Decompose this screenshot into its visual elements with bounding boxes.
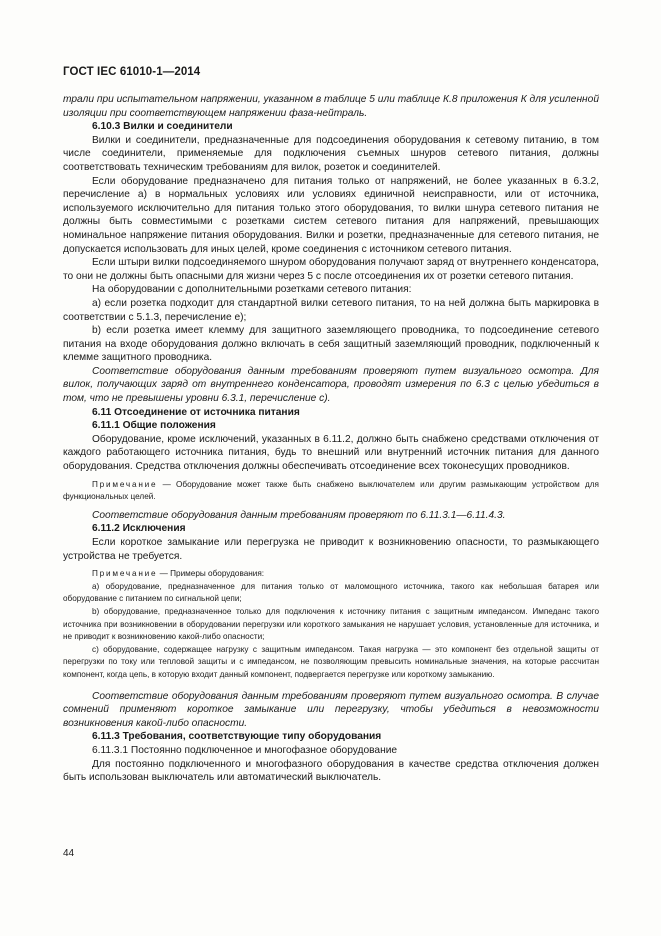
compliance-paragraph: Соответствие оборудования данным требованиям проверяют по 6.11.3.1—6.11.4.3. (92, 509, 506, 521)
section-heading: 6.10.3 Вилки и соединители (92, 121, 233, 133)
section-heading: 6.11 Отсоединение от источника питания (92, 406, 300, 418)
section-heading: 6.11.3 Требования, соответствующие типу оборудования (92, 731, 382, 743)
paragraph: Вилки и соединители, предназначенные для подсоединения оборудования к сетевому питанию, в том числе соединители, применяемые для подключения съемных шнуров сетевого питания, должны соответствовать техническим требованиям для вилок, розеток и соединителей. (63, 134, 599, 173)
document-header: ГОСТ IEC 61010-1—2014 (63, 66, 201, 78)
note (63, 568, 599, 581)
document-body (63, 93, 599, 785)
note-text: — Оборудование может также быть снабжено выключателем или другим размыкающим устройством для функциональных целей. (63, 479, 599, 502)
note-item: b) оборудование, предназначенное только для подключения к источнику питания с защитным импедансом. Импеданс такого источника при возникновении в оборудовании перегрузки или короткого замыкания не нарушает условия, установленные для источника, и не приводит к возникновению какой-либо опасности; (63, 606, 599, 642)
compliance-paragraph: Соответствие оборудования данным требованиям проверяют путем визуального осмотра. Для вилок, получающих заряд от внутреннего конденсатора, проводят измерения по 6.3 с целью убедиться в том, что не превышены уровни 6.3.1, перечисление с). (63, 365, 599, 405)
paragraph: Если короткое замыкание или перегрузка не приводит к возникновению опасности, то размыкающего устройства не требуется. (63, 537, 599, 562)
compliance-paragraph: Соответствие оборудования данным требованиям проверяют путем визуального осмотра. В случае сомнений применяют короткое замыкание или перегрузку, чтобы убедиться в невозможности возникновения какой-либо опасности. (63, 690, 599, 729)
section-heading: 6.11.2 Исключения (92, 523, 186, 535)
page-number: 44 (63, 848, 75, 859)
paragraph: Если штыри вилки подсоединяемого шнуром оборудования получают заряд от внутреннего конденсатора, то они не должны быть опасными для жизни через 5 с после отсоединения их от розетки сетевого питания. (63, 257, 599, 282)
note-text: — Примеры оборудования: (157, 569, 265, 579)
note-item: с) оборудование, содержащее нагрузку с защитным импедансом. Такая нагрузка — это компонент без отдельной защиты от перегрузки по току или тепловой защиты и с импедансом, не позволяющим превысить номинальные значения, на которые рассчитан компонент, когда цепь, в которую входит данный компонент, подвергается перегрузке или короткому замыканию. (63, 644, 599, 679)
list-item: b) если розетка имеет клемму для защитного заземляющего проводника, то подсоединение сетевого питания на входе оборудования должно включать в себя защитный заземляющий проводник, подключенный к клемме защитного проводника. (63, 325, 599, 364)
note-label: Примечание (92, 479, 158, 489)
note-label: Примечание (92, 569, 158, 579)
section-heading: 6.11.1 Общие положения (92, 420, 216, 432)
note (63, 479, 599, 504)
paragraph: Для постоянно подключенного и многофазного оборудования в качестве средства отключения должен быть использован выключатель или автоматический выключатель. (63, 758, 599, 784)
subsection-heading: 6.11.3.1 Постоянно подключенное и многофазное оборудование (92, 744, 398, 756)
paragraph: трали при испытательном напряжении, указанном в таблице 5 или таблице К.8 приложения К для усиленной изоляции при соответствующем напряжении фаза-нейтраль. (63, 94, 599, 119)
note-item: а) оборудование, предназначенное для питания только от маломощного источника, такого как небольшая батарея или оборудование с питанием по сигнальной цепи; (63, 581, 599, 604)
paragraph: На оборудовании с дополнительными розетками сетевого питания: (92, 284, 412, 296)
paragraph: Если оборудование предназначено для питания только от напряжений, не более указанных в 6.3.2, перечисление а) в нормальных условиях или условиях единичной неисправности, или от источника, используемого исключительно для питания только этого оборудования, то вилки шнура сетевого питания не должны быть совместимыми с розетками систем сетевого питания для напряжений, превышающих номинальное напряжение питания оборудования. Вилки и розетки, предназначенные для сетевого питания, не допускается использовать для иных целей, кроме соединения с источником сетевого питания. (63, 175, 599, 255)
paragraph: Оборудование, кроме исключений, указанных в 6.11.2, должно быть снабжено средствами отключения от каждого работающего источника питания, будь то внешний или внутренний источник питания для данного оборудования. Средства отключения должны обеспечивать отсоединение всех токонесущих проводников. (63, 433, 599, 473)
list-item: а) если розетка подходит для стандартной вилки сетевого питания, то на ней должна быть маркировка в соответствии с 5.1.3, перечисление е); (63, 297, 599, 323)
